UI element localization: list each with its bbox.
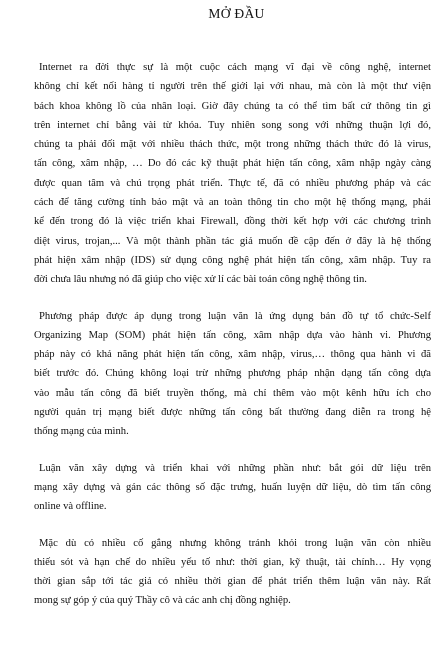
text-line: biết trước đó. Chúng không loại trừ những phương pháp nhận dạng tấn công dựa (34, 368, 431, 380)
text-line: cách để tăng cường tính bảo mật và an toàn thông tin cho một hệ thống mạng, phải (34, 197, 431, 209)
text-line: được quan tâm và chú trọng phát triển. Thực tế, đã có nhiều phương pháp và các (34, 177, 431, 189)
text-line: người quản trị mạng biết được những tấn công bất thường đang diễn ra trong hệ (34, 407, 431, 419)
text-line: thiếu sót và hạn chế do nhiều yếu tố như: thời gian, kỹ thuật, tài chính… Hy vọng (34, 556, 431, 568)
text-line: chúng ta phải đối mặt với nhiều thách thức, một trong những thách thức đó là virus, (34, 139, 431, 151)
text-line: Phương pháp được áp dụng trong luận văn là ứng dụng bản đồ tự tổ chức-Self (39, 310, 431, 322)
paragraph-closing (34, 534, 431, 611)
text-line: thống mạng của mình. (34, 426, 129, 438)
text-line: Luận văn xây dựng và triển khai với những phần như: bắt gói dữ liệu trên (39, 462, 431, 474)
text-line: đời chưa lâu nhưng nó đã giúp cho việc xử lí các bài toán công nghệ thông tin. (34, 274, 367, 286)
text-line: bách khoa không lồ của nhân loại. Giờ đây chúng ta có thể tìm bất cứ thông tin gì (34, 100, 431, 112)
text-line: vào mẫu tấn công đã biết truyền thống, mà chỉ thêm vào một kênh hữu ích cho (34, 387, 431, 399)
text-line: mạng xây dựng và gán các thông số đặc trưng, huấn luyện dữ liệu, dò tìm tấn công (34, 481, 431, 493)
text-line: online và offline. (34, 501, 107, 513)
text-line: trên internet chỉ bằng vài từ khóa. Tuy nhiên song song với những thuận lợi đó, (34, 119, 431, 131)
text-line: mong sự góp ý của quý Thầy cô và các anh chị đồng nghiệp. (34, 595, 291, 607)
text-line: không chỉ kết nối hàng tỉ người trên thế giới lại với nhau, mà còn là một thư viện (34, 81, 431, 93)
text-line: pháp này có khả năng phát hiện tấn công, xâm nhập, virus,… thông qua hành vi đã (34, 349, 431, 361)
paragraph-method (34, 307, 431, 442)
paragraph-implementation (34, 459, 431, 517)
text-line: Internet ra đời thực sự là một cuộc cách mạng vĩ đại về công nghệ, internet (39, 62, 431, 73)
text-line: kể đến trong đó là việc triển khai Firewall, đồng thời kết hợp với các chương trình (34, 216, 431, 228)
text-line: diệt virus, trojan,... Và một thành phần tác giả muốn đề cập đến ở đây là hệ thống (34, 235, 431, 247)
text-line: thời gian sắp tới tác giả có nhiều thời gian để phát triển thêm luận văn này. Rất (34, 576, 431, 588)
text-line: Organizing Map (SOM) phát hiện tấn công, xâm nhập dựa vào hành vi. Phương (34, 329, 431, 341)
text-line: tấn công, xâm nhập, … Do đó các kỹ thuật phát hiện tấn công, xâm nhập ngày càng (34, 158, 431, 170)
text-line: Mặc dù có nhiều cố gắng nhưng không tránh khỏi trong luận văn còn nhiều (39, 537, 431, 549)
paragraph-intro (34, 58, 431, 290)
page-title: MỞ ĐẦU (208, 6, 265, 21)
text-line: phát hiện xâm nhập (IDS) sử dụng công nghệ phát hiện tấn công, xâm nhập. Tuy ra (34, 254, 431, 266)
